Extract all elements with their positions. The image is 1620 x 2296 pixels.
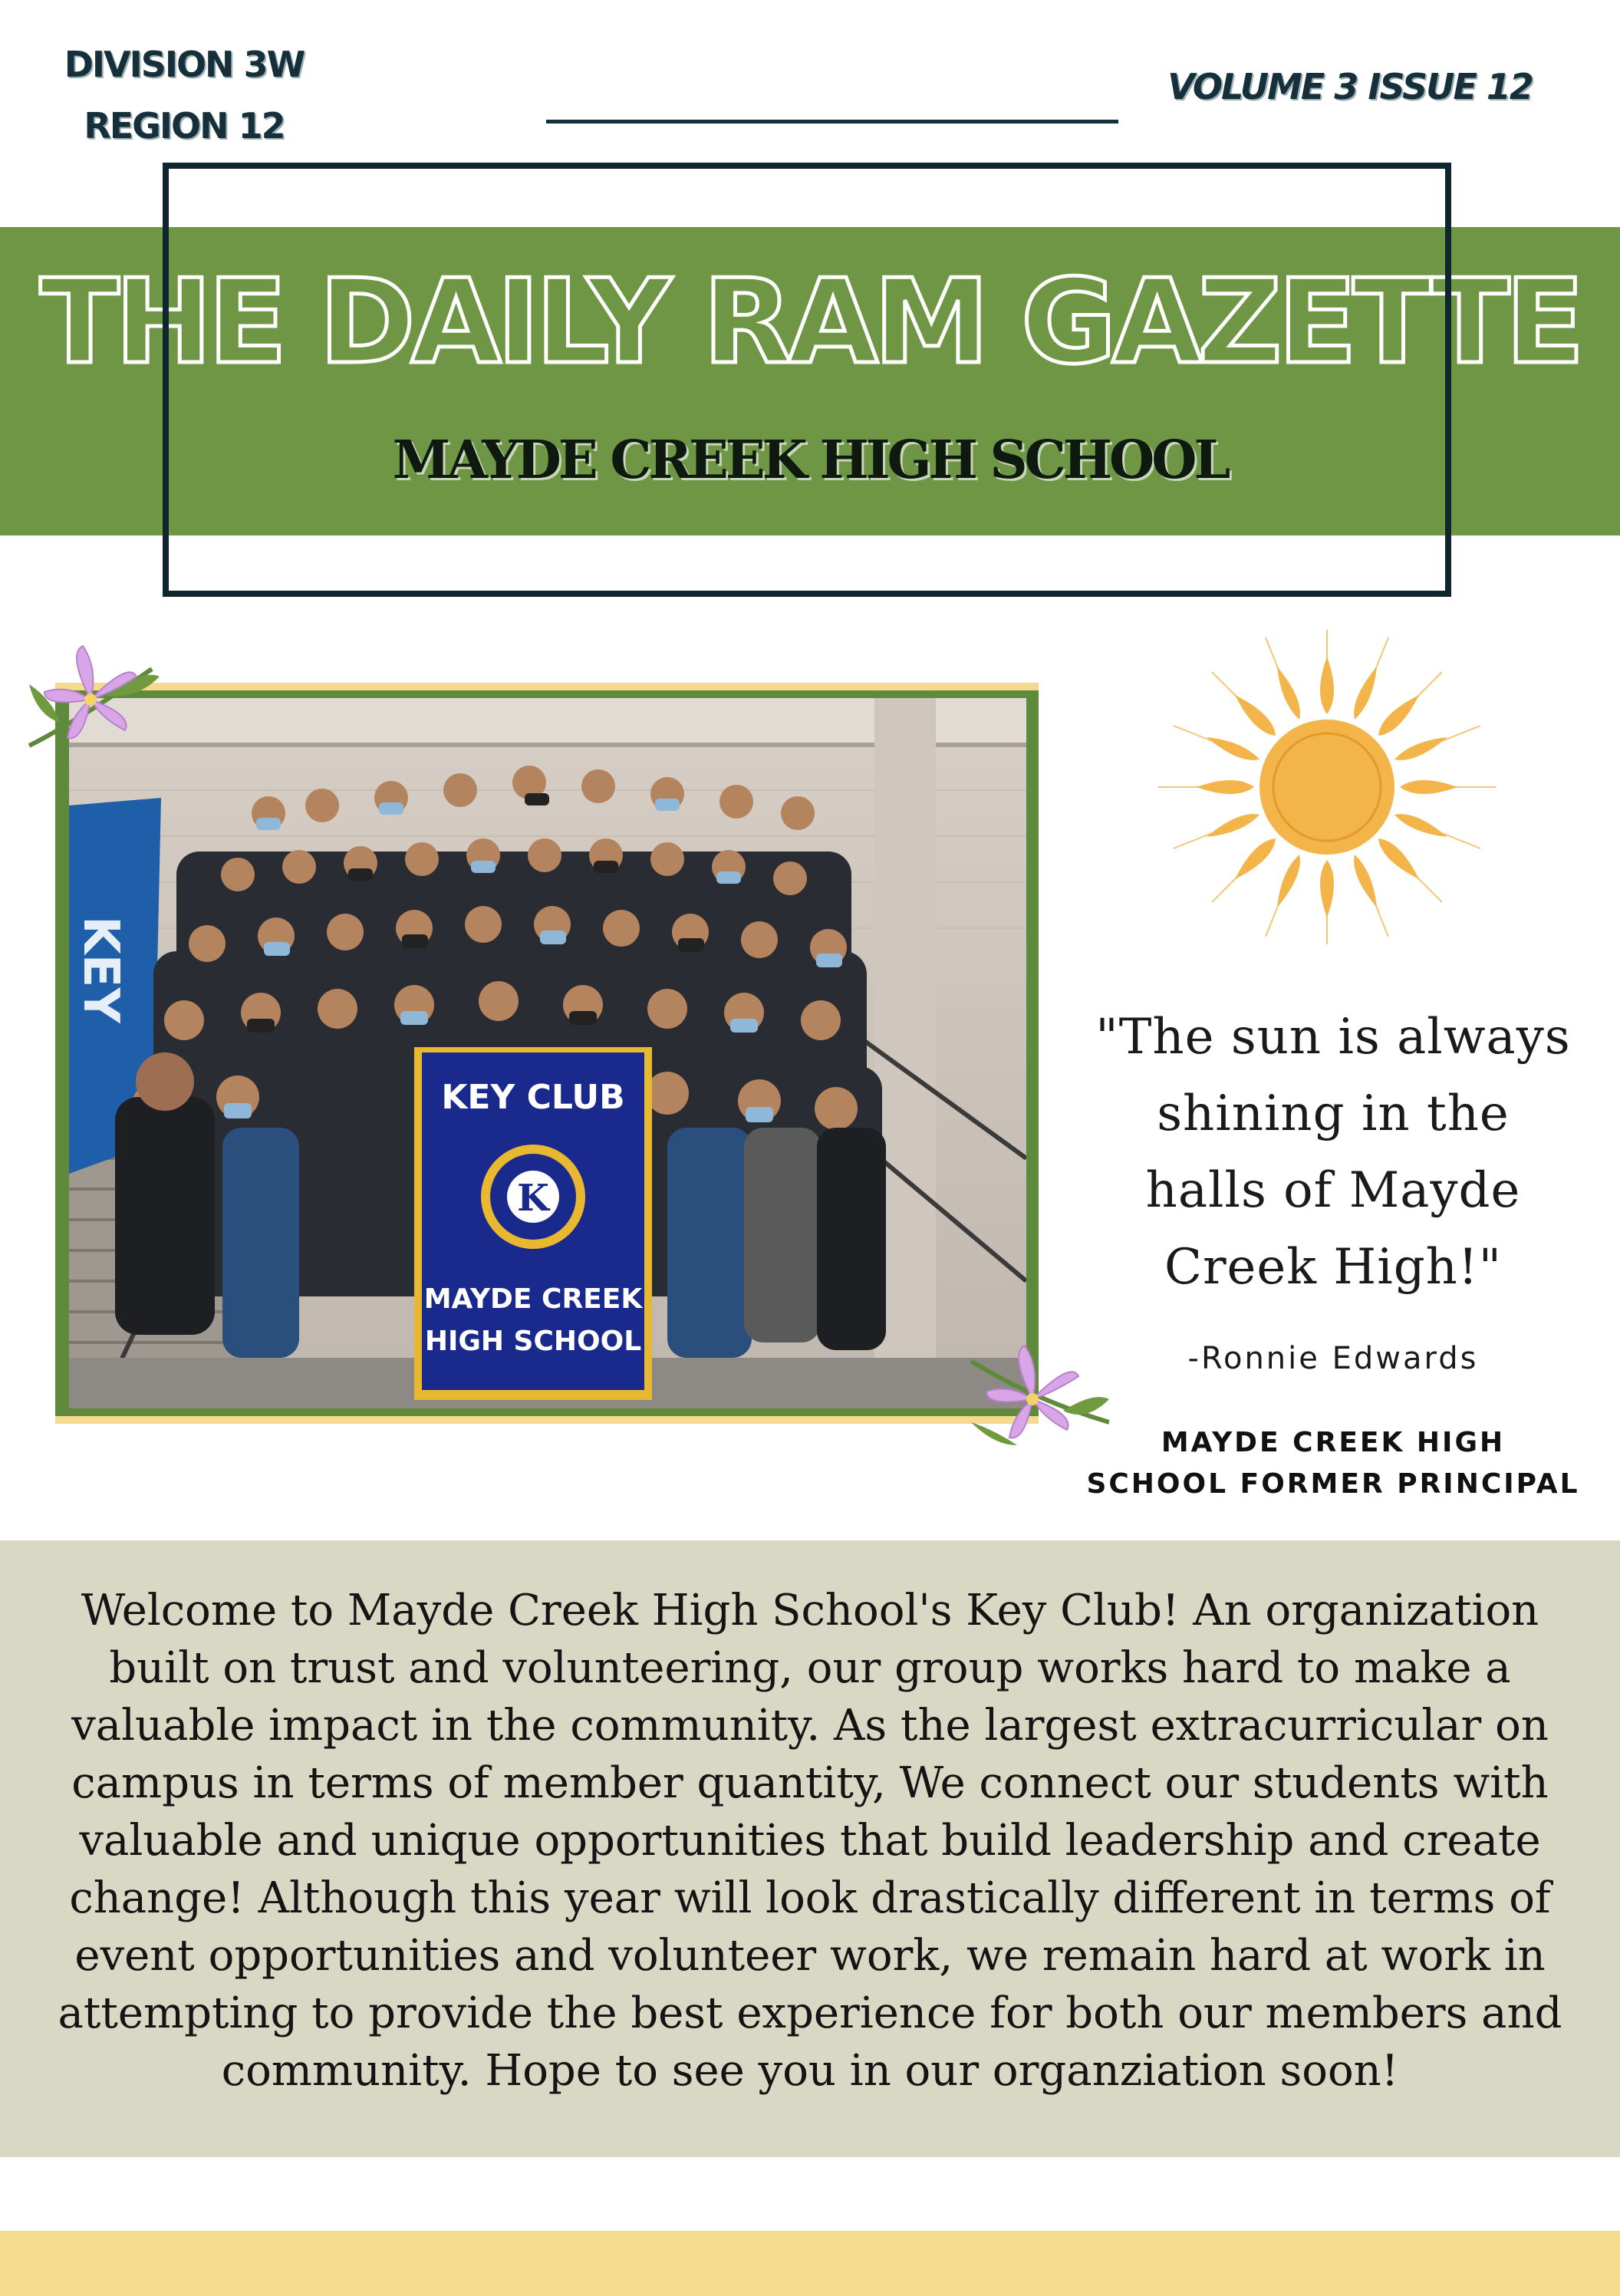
quote-line: halls of Mayde bbox=[1145, 1162, 1521, 1219]
welcome-paragraph bbox=[26, 1582, 1594, 2100]
principal-quote bbox=[1065, 999, 1602, 1306]
newspaper-title: THE DAILY RAM GAZETTE bbox=[39, 254, 1581, 390]
welcome-line: valuable and unique opportunities that build leadership and create bbox=[79, 1816, 1541, 1866]
group-photo bbox=[69, 698, 1026, 1408]
masthead-frame bbox=[163, 163, 1451, 597]
quote-line: "The sun is always bbox=[1095, 1009, 1571, 1066]
seal-letter: K bbox=[517, 1177, 549, 1220]
quote-author: -Ronnie Edwards bbox=[1187, 1341, 1479, 1376]
volume-issue-label: VOLUME 3 ISSUE 12 bbox=[1167, 66, 1533, 107]
quote-line: shining in the bbox=[1157, 1085, 1510, 1142]
division-label: DIVISION 3W bbox=[64, 44, 305, 85]
quote-author-role bbox=[1065, 1422, 1602, 1505]
welcome-line: campus in terms of member quantity, We connect our students with bbox=[71, 1758, 1549, 1808]
header-rule bbox=[546, 120, 1118, 124]
key-club-banner bbox=[414, 1047, 652, 1400]
role-line: MAYDE CREEK HIGH bbox=[1161, 1427, 1506, 1458]
banner-title: KEY CLUB bbox=[441, 1078, 625, 1117]
footer-band bbox=[0, 2231, 1620, 2296]
lily-flower-icon bbox=[6, 638, 160, 761]
welcome-line: change! Although this year will look drastically different in terms of bbox=[69, 1873, 1551, 1923]
welcome-line: attempting to provide the best experience for both our members and bbox=[58, 1988, 1562, 2038]
banner-school-line2: HIGH SCHOOL bbox=[424, 1326, 642, 1357]
quote-line: Creek High!" bbox=[1164, 1239, 1503, 1296]
division-region-label bbox=[31, 34, 338, 156]
school-name: MAYDE CREEK HIGH SCHOOL bbox=[392, 430, 1228, 491]
welcome-line: Welcome to Mayde Creek High School's Key Club! An organization bbox=[81, 1586, 1539, 1636]
welcome-line: valuable impact in the community. As the largest extracurricular on bbox=[71, 1701, 1549, 1751]
region-label: REGION 12 bbox=[84, 105, 285, 147]
sun-illustration bbox=[1151, 626, 1503, 948]
banner-school-line1: MAYDE CREEK bbox=[423, 1283, 643, 1315]
welcome-line: built on trust and volunteering, our group works hard to make a bbox=[109, 1643, 1511, 1693]
welcome-line: community. Hope to see you in our organziation soon! bbox=[221, 2046, 1399, 2096]
role-line: SCHOOL FORMER PRINCIPAL bbox=[1086, 1468, 1580, 1500]
side-banner-text: KEY bbox=[72, 916, 129, 1023]
welcome-line: event opportunities and volunteer work, we remain hard at work in bbox=[74, 1931, 1546, 1981]
